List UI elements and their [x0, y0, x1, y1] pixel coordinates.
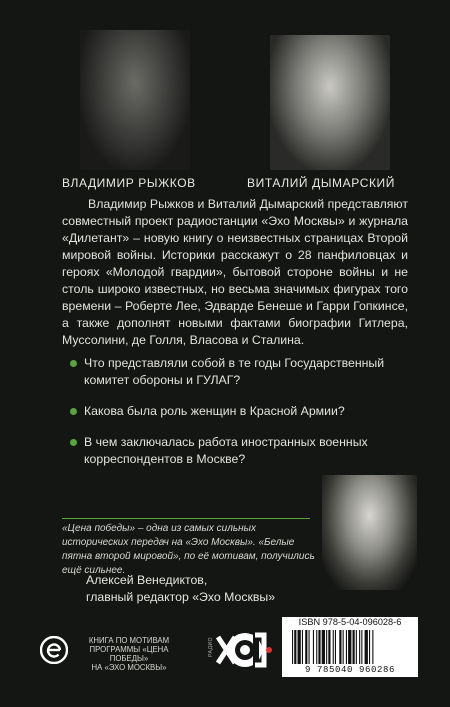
barcode-panel	[282, 617, 418, 677]
author-name-right: ВИТАЛИЙ ДЫМАРСКИЙ	[247, 176, 396, 190]
quote-author: Алексей Венедиктов,	[86, 573, 208, 587]
quote-author-role: главный редактор «Эхо Москвы»	[86, 590, 276, 604]
based-on-line: НА «ЭХО МОСКВЫ»	[91, 663, 167, 672]
venediktov-photo	[322, 475, 417, 590]
question-text: Какова была роль женщин в Красной Армии?	[84, 404, 345, 418]
green-bullet-icon	[70, 439, 77, 446]
isbn-text: ISBN 978-5-04-096028-6	[298, 617, 402, 627]
intro-paragraph: Владимир Рыжков и Виталий Дымарский представляют совместный проект радиостанции «Эхо Москвы» и журнала «Дилетант» – новую книгу о неизвестных страницах Второй мировой войны. Историки расскажут о 28 панфиловцах и героях «Молодой гвардии», бытовой стороне войны и не столь широко известных, но весьма значимых фигурах того времени – Роберте Лее, Эдварде Бенеше и Гарри Гопкинсе, а также дополнят новыми фактами биографии Гитлера, Муссолини, де Голля, Власова и Сталина.	[62, 197, 408, 347]
question-text: В чем заключалась работа иностранных военных корреспондентов в Москве?	[84, 435, 368, 466]
question-item	[70, 355, 400, 389]
green-bullet-icon	[70, 408, 77, 415]
radio-label: РАДИО	[208, 637, 214, 657]
publisher-e-logo-icon	[40, 636, 68, 664]
author-photo-ryzhkov	[80, 30, 190, 170]
author-photo-dymarsky	[270, 35, 390, 170]
barcode-icon	[292, 630, 408, 664]
question-list	[70, 355, 400, 482]
echo-moscow-logo-icon	[215, 628, 275, 672]
question-item	[70, 434, 400, 468]
question-text: Что представляли собой в те годы Государственный комитет обороны и ГУЛАГ?	[84, 356, 385, 387]
question-item	[70, 403, 400, 420]
green-bullet-icon	[70, 360, 77, 367]
quote-text: «Цена победы» – одна из самых сильных исторических передач на «Эхо Москвы». «Белые пятна второй мировой», по её мотивам, получились ещё сильнее.	[62, 523, 315, 576]
based-on-line: ПРОГРАММЫ «ЦЕНА ПОБЕДЫ»	[89, 645, 169, 663]
quote-divider	[62, 518, 310, 519]
barcode-digits: 9 785040 960286	[304, 665, 395, 675]
based-on-caption	[73, 636, 185, 672]
author-name-left: ВЛАДИМИР РЫЖКОВ	[62, 176, 196, 190]
based-on-line: КНИГА ПО МОТИВАМ	[88, 636, 170, 645]
